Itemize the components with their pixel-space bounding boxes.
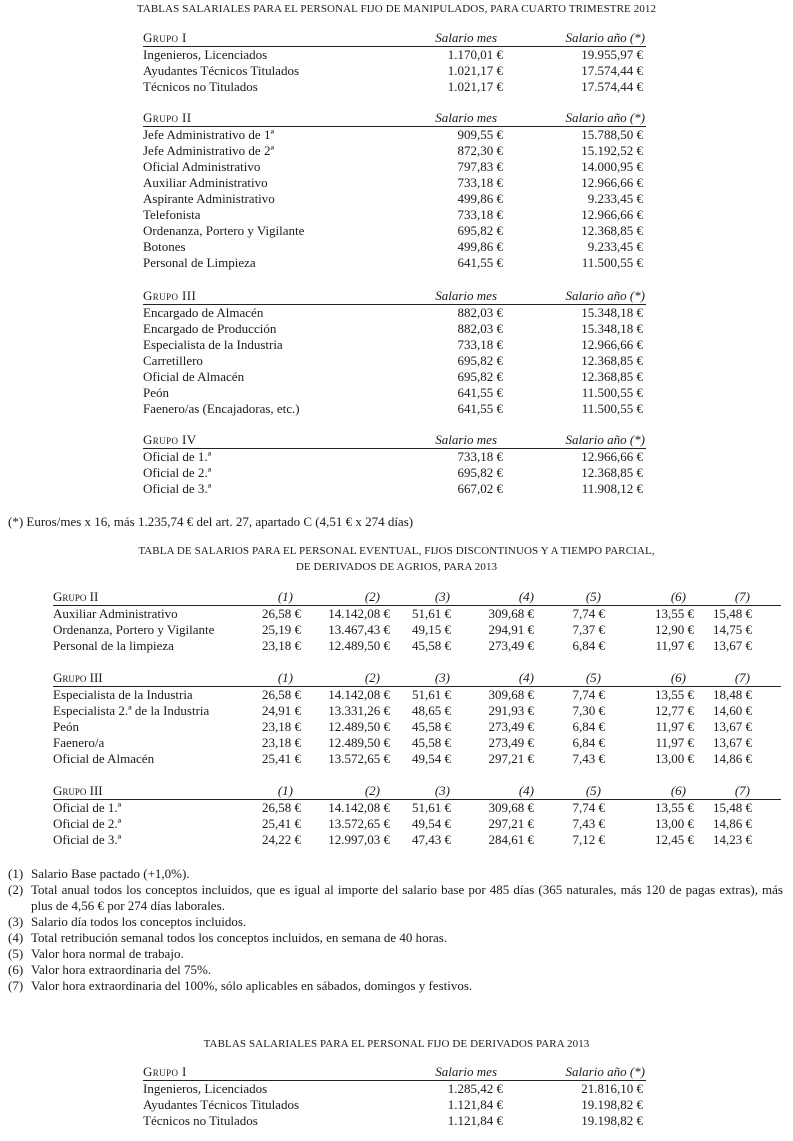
col-header-anio: Salario año (*)	[565, 1064, 645, 1079]
eventual-group-2: Grupo III (1) (2) (3) (4) (5) (6) (7) Especialista de la Industria 26,58 € 14.142,08 € 51,61 € 309,68 € 7,74 € 13,55 € 18,48 € Especialista 2.ª de la Industria 24,91 € 13.331,26 € 48,65 € 291,93 € 7,30 € 12,77 € 14,60 € Peón 23,18 € 12.489,50 € 45,58 € 273,49 € 6,84 € 11,97 € 13,67 € Faenero/a 23,18 € 12.489,50 € 45,58 € 273,49 € 6,84 € 11,97 € 13,67 € Oficial de Almacén 25,41 € 13.572,65 € 49,54 € 297,21 € 7,43 € 13,00 € 14,86 €	[53, 670, 781, 767]
table-row: Oficial de 3.ª 24,22 € 12.997,03 € 47,43 € 284,61 € 7,12 € 12,45 € 14,23 €	[53, 832, 752, 847]
title-fixed-derivados: TABLAS SALARIALES PARA EL PERSONAL FIJO DE DERIVADOS PARA 2013	[203, 1038, 590, 1050]
title-eventual-line2: DE DERIVADOS DE AGRIOS, PARA 2013	[295, 561, 498, 573]
group-label: Grupo III	[53, 783, 103, 798]
table-row: Oficial de 3.ª 667,02 € 11.908,12 €	[143, 481, 643, 496]
table-row: Ingenieros, Licenciados 1.285,42 € 21.816,10 €	[143, 1081, 643, 1096]
group-label: Grupo II	[53, 589, 99, 604]
table-row: Oficial de Almacén 695,82 € 12.368,85 €	[143, 369, 643, 384]
table-row: Botones 499,86 € 9.233,45 €	[143, 239, 643, 254]
col-header-anio: Salario año (*)	[565, 30, 645, 45]
table-row: Jefe Administrativo de 1ª 909,55 € 15.788,50 €	[143, 127, 643, 142]
col-header-anio: Salario año (*)	[565, 110, 645, 125]
table-row: Ordenanza, Portero y Vigilante 695,82 € 12.368,85 €	[143, 223, 643, 238]
group-label: Grupo IV	[143, 432, 197, 447]
notes-list	[8, 866, 783, 994]
table-row: Especialista de la Industria 26,58 € 14.142,08 € 51,61 € 309,68 € 7,74 € 13,55 € 18,48 €	[53, 687, 752, 702]
note-item: (2) Total anual todos los conceptos incluidos, que es igual al importe del salario base por 485 días (365 naturales, más 120 de pagas extras), más plus de 4,56 € por 274 días laborales.	[8, 882, 783, 913]
footnote-star: (*) Euros/mes x 16, más 1.235,74 € del art. 27, apartado C (4,51 € x 274 días)	[8, 514, 414, 529]
table-row: Oficial de 2.ª 695,82 € 12.368,85 €	[143, 465, 643, 480]
title-eventual-line1: TABLA DE SALARIOS PARA EL PERSONAL EVENTUAL, FIJOS DISCONTINUOS Y A TIEMPO PARCIAL,	[138, 545, 655, 557]
table-row: Oficial de 1.ª 733,18 € 12.966,66 €	[143, 449, 643, 464]
table-row: Ingenieros, Licenciados 1.170,01 € 19.955,97 €	[143, 47, 643, 62]
table-row: Auxiliar Administrativo 26,58 € 14.142,08 € 51,61 € 309,68 € 7,74 € 13,55 € 15,48 €	[53, 606, 752, 621]
eventual-group-3: Grupo III (1) (2) (3) (4) (5) (6) (7) Oficial de 1.ª 26,58 € 14.142,08 € 51,61 € 309,68 € 7,74 € 13,55 € 15,48 € Oficial de 2.ª 25,41 € 13.572,65 € 49,54 € 297,21 € 7,43 € 13,00 € 14,86 € Oficial de 3.ª 24,22 € 12.997,03 € 47,43 € 284,61 € 7,12 € 12,45 € 14,23 €	[53, 783, 781, 848]
col-header-mes: Salario mes	[435, 110, 497, 125]
table-row: Ayudantes Técnicos Titulados 1.021,17 € 17.574,44 €	[143, 63, 643, 78]
col-header-anio: Salario año (*)	[565, 432, 645, 447]
fixed2-group-1	[143, 1064, 646, 1129]
col-header-mes: Salario mes	[435, 288, 497, 303]
table-row: Técnicos no Titulados 1.121,84 € 19.198,82 €	[143, 1113, 643, 1128]
note-item: (7) Valor hora extraordinaria del 100%, sólo aplicables en sábados, domingos y festivos.	[8, 978, 473, 993]
group-label: Grupo I	[143, 30, 187, 45]
fixed-group-4	[143, 432, 646, 497]
table-row: Jefe Administrativo de 2ª 872,30 € 15.192,52 €	[143, 143, 643, 158]
col-header-mes: Salario mes	[435, 30, 497, 45]
table-row: Ordenanza, Portero y Vigilante 25,19 € 13.467,43 € 49,15 € 294,91 € 7,37 € 12,90 € 14,75 €	[53, 622, 752, 637]
fixed-group-1	[143, 30, 646, 95]
col-header-anio: Salario año (*)	[565, 288, 645, 303]
table-row: Peón 641,55 € 11.500,55 €	[143, 385, 643, 400]
note-item: (4) Total retribución semanal todos los conceptos incluidos, en semana de 40 horas.	[8, 930, 448, 945]
note-item: (3) Salario día todos los conceptos incluidos.	[8, 914, 247, 929]
table-row: Carretillero 695,82 € 12.368,85 €	[143, 353, 643, 368]
group-label: Grupo III	[143, 288, 197, 303]
table-row: Oficial Administrativo 797,83 € 14.000,95 €	[143, 159, 643, 174]
table-row: Auxiliar Administrativo 733,18 € 12.966,66 €	[143, 175, 643, 190]
table-row: Especialista 2.ª de la Industria 24,91 € 13.331,26 € 48,65 € 291,93 € 7,30 € 12,77 € 14,60 €	[53, 703, 752, 718]
title-fixed-manipulados: TABLAS SALARIALES PARA EL PERSONAL FIJO DE MANIPULADOS, PARA CUARTO TRIMESTRE 2012	[136, 3, 657, 15]
table-row: Personal de Limpieza 641,55 € 11.500,55 €	[143, 255, 643, 270]
table-row: Encargado de Almacén 882,03 € 15.348,18 €	[143, 305, 643, 320]
table-row: Encargado de Producción 882,03 € 15.348,18 €	[143, 321, 643, 336]
table-row: Oficial de 1.ª 26,58 € 14.142,08 € 51,61 € 309,68 € 7,74 € 13,55 € 15,48 €	[53, 800, 752, 815]
note-item: (1) Salario Base pactado (+1,0%).	[8, 866, 190, 881]
table-row: Telefonista 733,18 € 12.966,66 €	[143, 207, 643, 222]
fixed-group-2	[143, 110, 646, 271]
group-label: Grupo I	[143, 1064, 187, 1079]
table-row: Aspirante Administrativo 499,86 € 9.233,45 €	[143, 191, 643, 206]
col-header-mes: Salario mes	[435, 1064, 497, 1079]
fixed-group-3	[143, 288, 646, 417]
eventual-group-1: Grupo II (1) (2) (3) (4) (5) (6) (7) Auxiliar Administrativo 26,58 € 14.142,08 € 51,61 € 309,68 € 7,74 € 13,55 € 15,48 € Ordenanza, Portero y Vigilante 25,19 € 13.467,43 € 49,15 € 294,91 € 7,37 € 12,90 € 14,75 € Personal de la limpieza 23,18 € 12.489,50 € 45,58 € 273,49 € 6,84 € 11,97 € 13,67 €	[53, 589, 781, 654]
table-row: Ayudantes Técnicos Titulados 1.121,84 € 19.198,82 €	[143, 1097, 643, 1112]
note-item: (6) Valor hora extraordinaria del 75%.	[8, 962, 212, 977]
table-row: Oficial de Almacén 25,41 € 13.572,65 € 49,54 € 297,21 € 7,43 € 13,00 € 14,86 €	[53, 751, 752, 766]
table-row: Oficial de 2.ª 25,41 € 13.572,65 € 49,54 € 297,21 € 7,43 € 13,00 € 14,86 €	[53, 816, 752, 831]
table-row: Peón 23,18 € 12.489,50 € 45,58 € 273,49 € 6,84 € 11,97 € 13,67 €	[53, 719, 752, 734]
table-row: Faenero/as (Encajadoras, etc.) 641,55 € 11.500,55 €	[143, 401, 643, 416]
group-label: Grupo II	[143, 110, 192, 125]
table-row: Especialista de la Industria 733,18 € 12.966,66 €	[143, 337, 643, 352]
group-label: Grupo III	[53, 670, 103, 685]
table-row: Personal de la limpieza 23,18 € 12.489,50 € 45,58 € 273,49 € 6,84 € 11,97 € 13,67 €	[53, 638, 752, 653]
table-row: Faenero/a 23,18 € 12.489,50 € 45,58 € 273,49 € 6,84 € 11,97 € 13,67 €	[53, 735, 752, 750]
table-row: Técnicos no Titulados 1.021,17 € 17.574,44 €	[143, 79, 643, 94]
note-item: (5) Valor hora normal de trabajo.	[8, 946, 184, 961]
col-header-mes: Salario mes	[435, 432, 497, 447]
